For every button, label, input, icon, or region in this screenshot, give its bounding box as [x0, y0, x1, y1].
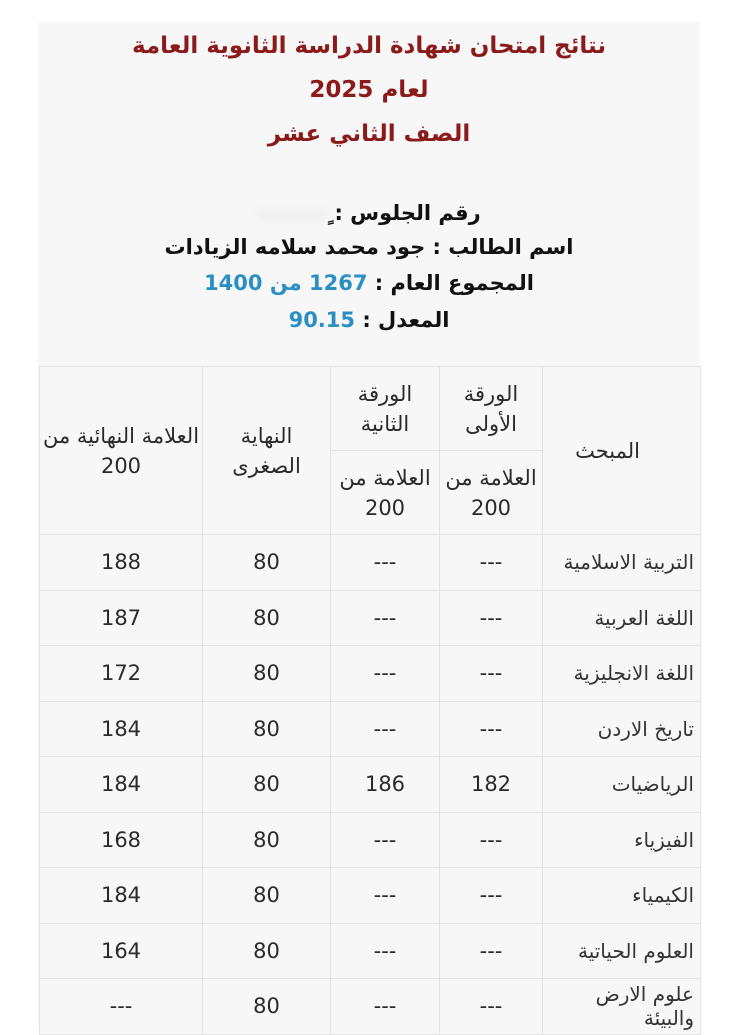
table-row — [40, 701, 701, 757]
table-row — [40, 923, 701, 979]
paper2-cell: --- — [331, 646, 440, 702]
seat-number-row — [38, 195, 700, 231]
final-mark-cell: 184 — [40, 868, 203, 924]
final-mark-cell: 184 — [40, 757, 203, 813]
paper1-cell: --- — [440, 979, 543, 1035]
final-mark-cell: --- — [40, 979, 203, 1035]
paper1-cell: --- — [440, 646, 543, 702]
results-page — [38, 22, 700, 1031]
min-mark-cell: 80 — [203, 646, 331, 702]
paper1-cell: --- — [440, 535, 543, 591]
final-mark-cell: 164 — [40, 923, 203, 979]
paper1-cell: --- — [440, 923, 543, 979]
title-line-2: لعام 2025 — [309, 77, 429, 103]
paper2-cell: --- — [331, 868, 440, 924]
paper2-cell: --- — [331, 812, 440, 868]
subject-cell: الرياضيات — [543, 757, 701, 813]
paper2-cell: --- — [331, 590, 440, 646]
student-name-label: اسم الطالب : — [425, 235, 574, 259]
paper2-cell: 186 — [331, 757, 440, 813]
total-from: من — [269, 271, 302, 295]
seat-number-redacted — [257, 207, 327, 221]
paper2-cell: --- — [331, 535, 440, 591]
final-mark-cell: 188 — [40, 535, 203, 591]
total-label: المجموع العام : — [367, 271, 534, 295]
table-row — [40, 590, 701, 646]
header-paper2-sub: العلامة من 200 — [331, 451, 440, 535]
subject-cell: العلوم الحياتية — [543, 923, 701, 979]
results-table — [39, 366, 701, 1035]
student-name-value: جود محمد سلامه الزيادات — [164, 235, 426, 259]
header-paper2: الورقة الثانية — [331, 367, 440, 451]
paper2-cell: --- — [331, 701, 440, 757]
header-min-mark: النهاية الصغرى — [203, 367, 331, 535]
subject-cell: الكيمياء — [543, 868, 701, 924]
table-row — [40, 868, 701, 924]
paper1-cell: --- — [440, 701, 543, 757]
subject-cell: علوم الارض والبيئة — [543, 979, 701, 1035]
total-max: 1400 — [204, 271, 263, 295]
min-mark-cell: 80 — [203, 590, 331, 646]
min-mark-cell: 80 — [203, 757, 331, 813]
subject-cell: تاريخ الاردن — [543, 701, 701, 757]
total-value: 1267 — [309, 271, 368, 295]
table-row — [40, 535, 701, 591]
min-mark-cell: 80 — [203, 812, 331, 868]
paper2-cell: --- — [331, 979, 440, 1035]
subject-cell: التربية الاسلامية — [543, 535, 701, 591]
table-row — [40, 757, 701, 813]
min-mark-cell: 80 — [203, 923, 331, 979]
min-mark-cell: 80 — [203, 701, 331, 757]
subject-cell: اللغة العربية — [543, 590, 701, 646]
final-mark-cell: 184 — [40, 701, 203, 757]
student-name-row — [38, 229, 700, 265]
average-label: المعدل : — [355, 308, 450, 332]
average-row — [38, 302, 700, 338]
paper2-cell: --- — [331, 923, 440, 979]
header-paper1-sub: العلامة من 200 — [440, 451, 543, 535]
subject-cell: الفيزياء — [543, 812, 701, 868]
header-final-mark: العلامة النهائية من 200 — [40, 367, 203, 535]
min-mark-cell: 80 — [203, 979, 331, 1035]
seat-number-label: رقم الجلوس : — [327, 201, 481, 225]
paper1-cell: --- — [440, 868, 543, 924]
table-row — [40, 812, 701, 868]
header-paper1: الورقة الأولى — [440, 367, 543, 451]
final-mark-cell: 187 — [40, 590, 203, 646]
paper1-cell: --- — [440, 812, 543, 868]
final-mark-cell: 172 — [40, 646, 203, 702]
table-row — [40, 646, 701, 702]
subject-cell: اللغة الانجليزية — [543, 646, 701, 702]
header-subject: المبحث — [543, 367, 701, 535]
title-line-3: الصف الثاني عشر — [267, 121, 471, 147]
min-mark-cell: 80 — [203, 868, 331, 924]
title-line-1: نتائج امتحان شهادة الدراسة الثانوية العامة — [131, 33, 607, 59]
min-mark-cell: 80 — [203, 535, 331, 591]
paper1-cell: --- — [440, 590, 543, 646]
average-value: 90.15 — [288, 308, 356, 332]
paper1-cell: 182 — [440, 757, 543, 813]
total-score-row — [38, 265, 700, 301]
final-mark-cell: 168 — [40, 812, 203, 868]
